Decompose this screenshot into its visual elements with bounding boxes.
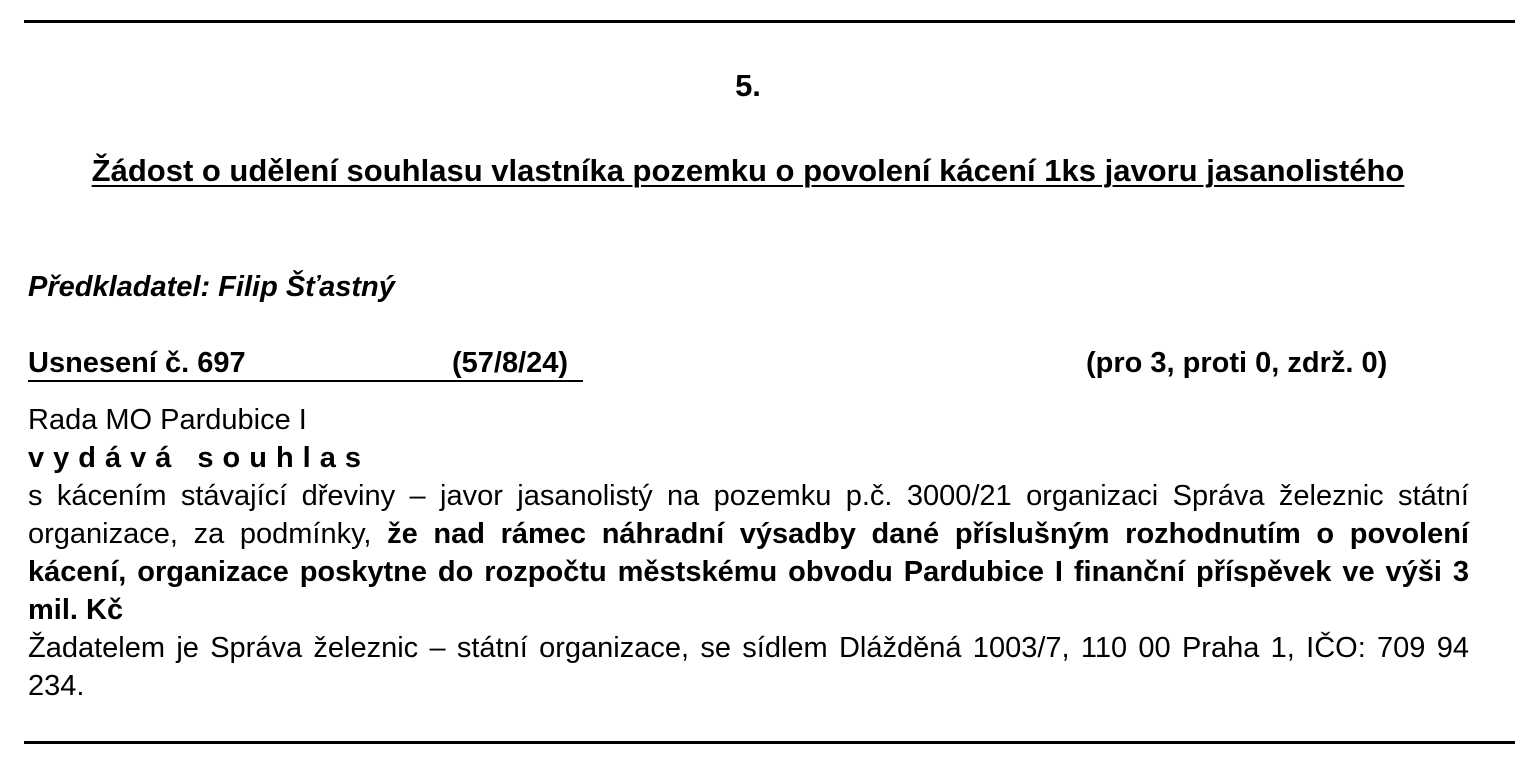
- bottom-rule: [24, 741, 1515, 744]
- top-rule: [24, 20, 1515, 23]
- presenter: Předkladatel: Filip Šťastný: [28, 271, 395, 303]
- applicant-paragraph: Žadatelem je Správa železnic – státní organizace, se sídlem Dlážděná 1003/7, 110 00 Praha 1, IČO: 709 94 234.: [28, 632, 1469, 702]
- decision-text-bold: že nad rámec náhradní výsadby dané příslušným rozhodnutím o povolení kácení, organizace poskytne do rozpočtu městskému obvodu Pardubice I finanční příspěvek ve výši 3 mil. Kč: [28, 518, 1469, 626]
- item-title-text: Žádost o udělení souhlasu vlastníka pozemku o povolení kácení 1ks javoru jasanolistého: [91, 153, 1405, 188]
- resolution-line: [28, 344, 1468, 382]
- decision-text-normal: s kácením stávající dřeviny – javor jasanolistý na pozemku p.č. 3000/21 organizaci Správa železnic státní organizace, za podmínky,: [28, 480, 1469, 550]
- resolution-underline: [28, 344, 583, 382]
- resolution-label: Usnesení č. 697: [28, 347, 246, 379]
- resolution-body: [28, 401, 1469, 705]
- decision-verb: vydává souhlas: [28, 442, 370, 474]
- item-title: [60, 150, 1436, 192]
- item-number: 5.: [735, 68, 761, 103]
- council-name: Rada MO Pardubice I: [28, 404, 307, 436]
- decision-paragraph: [28, 477, 1469, 629]
- resolution-ref: (57/8/24): [452, 347, 569, 379]
- resolution-vote: (pro 3, proti 0, zdrž. 0): [1086, 347, 1388, 379]
